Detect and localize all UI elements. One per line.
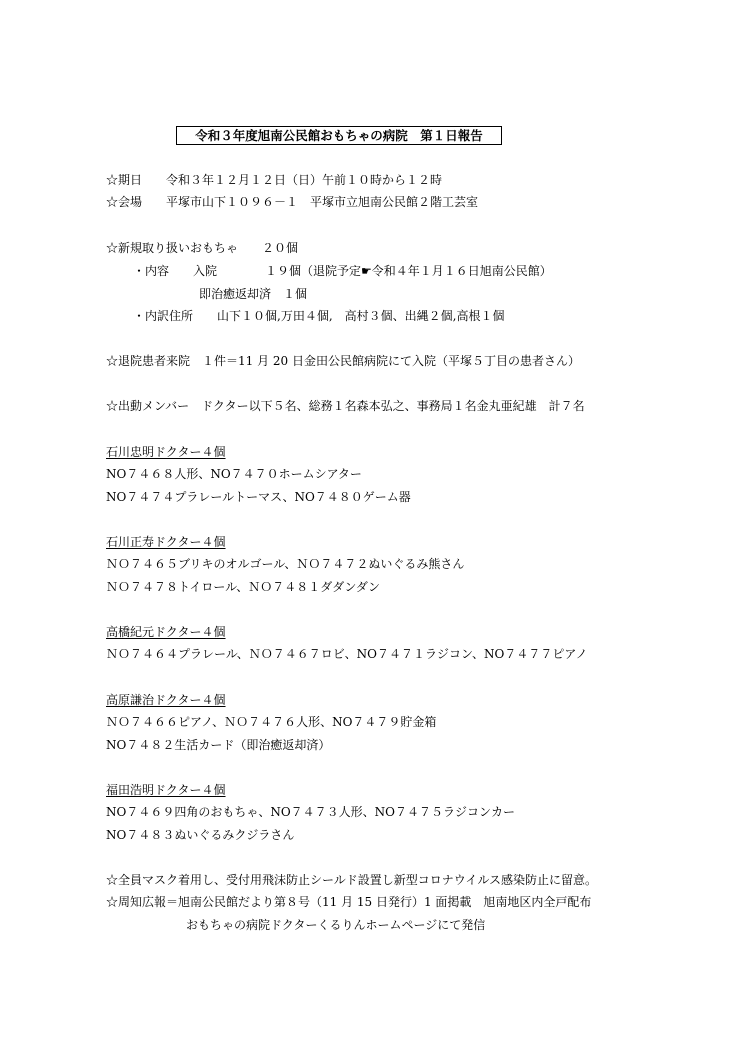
doctor-header: 高橋紀元ドクター４個 <box>106 625 226 639</box>
schedule-venue: ☆会場 平塚市山下１０９６－１ 平塚市立旭南公民館２階工芸室 <box>106 195 479 209</box>
intake-addresses: ・内訳住所 山下１０個,万田４個, 高村３個、出縄２個,高根１個 <box>133 309 505 323</box>
doctor-header: 石川正寿ドクター４個 <box>106 535 226 549</box>
doctor-item-line: ＮＯ７４６５ブリキのオルゴール、ＮＯ７４７２ぬいぐるみ熊さん <box>106 557 465 571</box>
mask-note: ☆全員マスク着用し、受付用飛沫防止シールド設置し新型コロナウイルス感染防止に留意。 <box>106 873 598 887</box>
doctor-item-line: NO７４６９四角のおもちゃ、NO７４７３人形、NO７４７５ラジコンカー <box>106 805 516 819</box>
doctor-header: 石川忠明ドクター４個 <box>106 445 226 459</box>
doctor-header: 高原謙治ドクター４個 <box>106 693 226 707</box>
doctor-item-line: NO７４８２生活カード（即治癒返却済） <box>106 738 331 752</box>
members-note: ☆出動メンバー ドクター以下５名、総務１名森本弘之、事務局１名金丸亜紀雄 計７名 <box>106 399 585 413</box>
doctor-item-line: NO７４７４プラレールトーマス、NO７４８０ゲーム器 <box>106 490 411 504</box>
discharge-note: ☆退院患者来院 １件＝11 月 20 日金田公民館病院にて入院（平塚５丁目の患者さん） <box>106 354 580 368</box>
publicity-note: ☆周知広報＝旭南公民館だより第８号（11 月 15 日発行）1 面掲載 旭南地区内全戸配布 <box>106 895 592 909</box>
schedule-date: ☆期日 令和３年１２月１２日（日）午前１０時から１２時 <box>106 173 443 187</box>
doctor-item-line: ＮＯ７４６４プラレール、ＮＯ７４６７ロビ、NO７４７１ラジコン、NO７４７７ピアノ <box>106 647 588 661</box>
doctor-item-line: ＮＯ７４７８トイロール、ＮＯ７４８１ダダンダン <box>106 580 380 594</box>
doctor-item-line: ＮＯ７４６６ピアノ、ＮＯ７４７６人形、NO７４７９貯金箱 <box>106 715 437 729</box>
report-title: 令和３年度旭南公民館おもちゃの病院 第１日報告 <box>176 126 502 145</box>
intake-contents: ・内容 入院 １９個（退院予定☛令和４年１月１６日旭南公民館） <box>133 264 552 278</box>
publicity-note-continued: おもちゃの病院ドクターくるりんホームページにて発信 <box>186 918 486 932</box>
doctor-header: 福田浩明ドクター４個 <box>106 783 226 797</box>
doctor-item-line: NO７４８３ぬいぐるみクジラさん <box>106 828 295 842</box>
doctor-item-line: NO７４６８人形、NO７４７０ホームシアター <box>106 467 362 481</box>
intake-total: ☆新規取り扱いおもちゃ ２０個 <box>106 241 299 255</box>
intake-returned: 即治癒返却済 １個 <box>199 287 308 301</box>
